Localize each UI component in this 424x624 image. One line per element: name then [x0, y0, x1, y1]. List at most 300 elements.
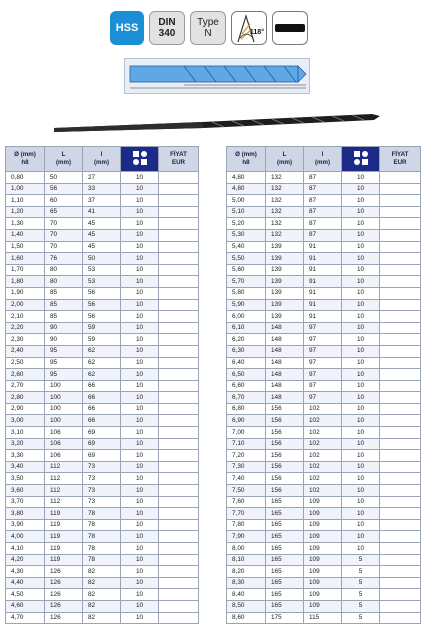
diameter-cell: 5,20: [227, 218, 266, 230]
pack-quantity-cell: 10: [121, 276, 159, 288]
price-cell: [380, 496, 421, 508]
flute-length-cell: 97: [304, 357, 342, 369]
total-length-cell: 112: [45, 461, 83, 473]
flute-length-cell: 91: [304, 241, 342, 253]
price-cell: [380, 438, 421, 450]
pack-quantity-cell: 10: [342, 369, 380, 381]
total-length-header: L (mm): [45, 147, 83, 172]
table-row: [227, 229, 421, 241]
flute-length-cell: 87: [304, 172, 342, 184]
flute-length-cell: 66: [83, 380, 121, 392]
table-row: [6, 519, 199, 531]
din-badge: [149, 11, 185, 45]
diameter-cell: 5,70: [227, 276, 266, 288]
pack-quantity-cell: 10: [342, 427, 380, 439]
table-row: [6, 276, 199, 288]
diameter-cell: 2,60: [6, 369, 45, 381]
price-cell: [159, 438, 199, 450]
price-header: FİYAT EUR: [159, 147, 199, 172]
flute-length-cell: 109: [304, 577, 342, 589]
total-length-cell: 132: [266, 195, 304, 207]
table-row: [6, 485, 199, 497]
price-cell: [159, 589, 199, 601]
table-row: [227, 241, 421, 253]
price-cell: [159, 612, 199, 624]
diameter-cell: 1,80: [6, 276, 45, 288]
technical-drawing: [124, 58, 310, 94]
total-length-cell: 56: [45, 183, 83, 195]
table-row: [6, 543, 199, 555]
total-length-cell: 139: [266, 241, 304, 253]
price-cell: [380, 600, 421, 612]
pack-quantity-cell: 10: [121, 612, 159, 624]
table-row: [227, 322, 421, 334]
pack-quantity-header: [342, 147, 380, 172]
diameter-cell: 1,30: [6, 218, 45, 230]
flute-length-cell: 56: [83, 311, 121, 323]
diameter-cell: 3,00: [6, 415, 45, 427]
total-length-cell: 156: [266, 450, 304, 462]
pack-quantity-cell: 10: [342, 519, 380, 531]
diameter-cell: 8,30: [227, 577, 266, 589]
flute-length-cell: 56: [83, 299, 121, 311]
pack-quantity-cell: 10: [342, 357, 380, 369]
price-cell: [380, 229, 421, 241]
total-length-cell: 85: [45, 299, 83, 311]
diameter-cell: 6,20: [227, 334, 266, 346]
flute-length-cell: 73: [83, 461, 121, 473]
flute-length-cell: 102: [304, 485, 342, 497]
pack-quantity-cell: 10: [342, 450, 380, 462]
price-cell: [159, 369, 199, 381]
price-cell: [159, 566, 199, 578]
total-length-cell: 156: [266, 438, 304, 450]
total-length-cell: 70: [45, 229, 83, 241]
flute-length-cell: 41: [83, 206, 121, 218]
total-length-cell: 148: [266, 369, 304, 381]
flute-length-cell: 109: [304, 496, 342, 508]
type-label: Type: [197, 17, 219, 28]
total-length-cell: 119: [45, 543, 83, 555]
flute-length-cell: 53: [83, 276, 121, 288]
total-length-cell: 165: [266, 589, 304, 601]
table-row: [6, 299, 199, 311]
diameter-cell: 7,30: [227, 461, 266, 473]
diameter-cell: 6,90: [227, 415, 266, 427]
price-cell: [159, 380, 199, 392]
pack-quantity-cell: 10: [121, 183, 159, 195]
table-row: [227, 531, 421, 543]
table-row: [227, 183, 421, 195]
pack-quantity-cell: 5: [342, 600, 380, 612]
pack-quantity-cell: 10: [342, 206, 380, 218]
total-length-cell: 175: [266, 612, 304, 624]
pack-quantity-cell: 10: [342, 183, 380, 195]
price-cell: [380, 195, 421, 207]
flute-length-cell: 102: [304, 438, 342, 450]
price-cell: [380, 461, 421, 473]
diameter-cell: 4,80: [227, 183, 266, 195]
price-cell: [159, 508, 199, 520]
diameter-cell: 3,30: [6, 450, 45, 462]
diameter-cell: 4,20: [6, 554, 45, 566]
diameter-cell: 3,20: [6, 438, 45, 450]
price-cell: [380, 322, 421, 334]
diameter-cell: 3,80: [6, 508, 45, 520]
flute-length-cell: 66: [83, 403, 121, 415]
total-length-cell: 70: [45, 218, 83, 230]
total-length-cell: 50: [45, 172, 83, 184]
flute-length-header: l (mm): [304, 147, 342, 172]
total-length-cell: 106: [45, 438, 83, 450]
total-length-cell: 112: [45, 473, 83, 485]
diameter-cell: 1,10: [6, 195, 45, 207]
total-length-cell: 148: [266, 345, 304, 357]
total-length-cell: 100: [45, 403, 83, 415]
flute-length-cell: 109: [304, 566, 342, 578]
pack-quantity-cell: 10: [121, 287, 159, 299]
price-cell: [380, 531, 421, 543]
flute-length-cell: 82: [83, 612, 121, 624]
table-row: [227, 403, 421, 415]
table-row: [6, 172, 199, 184]
price-cell: [380, 450, 421, 462]
flute-length-cell: 97: [304, 334, 342, 346]
total-length-cell: 100: [45, 415, 83, 427]
table-row: [6, 206, 199, 218]
table-row: [6, 566, 199, 578]
pack-quantity-cell: 10: [342, 403, 380, 415]
price-cell: [159, 218, 199, 230]
diameter-cell: 4,60: [6, 600, 45, 612]
table-row: [227, 485, 421, 497]
table-row: [227, 427, 421, 439]
flute-length-cell: 27: [83, 172, 121, 184]
flute-length-cell: 102: [304, 403, 342, 415]
pack-quantity-cell: 10: [121, 577, 159, 589]
price-cell: [380, 299, 421, 311]
pack-quantity-cell: 10: [342, 473, 380, 485]
feature-badges: [110, 11, 308, 45]
flute-length-cell: 97: [304, 369, 342, 381]
table-row: [227, 392, 421, 404]
pack-quantity-cell: 10: [121, 229, 159, 241]
price-cell: [159, 473, 199, 485]
table-row: [6, 531, 199, 543]
pack-quantity-cell: 10: [342, 322, 380, 334]
flute-length-cell: 82: [83, 577, 121, 589]
total-length-cell: 76: [45, 253, 83, 265]
diameter-cell: 1,60: [6, 253, 45, 265]
diameter-cell: 5,40: [227, 241, 266, 253]
diameter-cell: 1,50: [6, 241, 45, 253]
price-cell: [159, 299, 199, 311]
table-row: [6, 183, 199, 195]
flute-length-cell: 78: [83, 554, 121, 566]
table-row: [227, 508, 421, 520]
table-row: [227, 345, 421, 357]
total-length-cell: 90: [45, 322, 83, 334]
pack-quantity-cell: 10: [342, 543, 380, 555]
diameter-header: Ø (mm) h8: [227, 147, 266, 172]
flute-length-cell: 109: [304, 519, 342, 531]
diameter-header: Ø (mm) h8: [6, 147, 45, 172]
pack-quantity-cell: 10: [121, 253, 159, 265]
diameter-cell: 0,80: [6, 172, 45, 184]
price-cell: [159, 241, 199, 253]
diameter-cell: 5,30: [227, 229, 266, 241]
diameter-cell: 3,70: [6, 496, 45, 508]
pack-quantity-cell: 5: [342, 554, 380, 566]
total-length-cell: 119: [45, 519, 83, 531]
total-length-cell: 126: [45, 612, 83, 624]
table-row: [6, 403, 199, 415]
table-row: [6, 589, 199, 601]
price-cell: [159, 287, 199, 299]
total-length-cell: 90: [45, 334, 83, 346]
diameter-cell: 3,90: [6, 519, 45, 531]
table-row: [227, 334, 421, 346]
flute-length-cell: 91: [304, 299, 342, 311]
pack-quantity-cell: 10: [342, 461, 380, 473]
pack-quantity-cell: 10: [121, 334, 159, 346]
total-length-cell: 156: [266, 403, 304, 415]
total-length-cell: 106: [45, 450, 83, 462]
hss-label: HSS: [115, 22, 139, 34]
total-length-cell: 165: [266, 543, 304, 555]
table-row: [6, 311, 199, 323]
price-cell: [159, 531, 199, 543]
price-cell: [380, 566, 421, 578]
price-cell: [380, 508, 421, 520]
price-cell: [159, 357, 199, 369]
total-length-cell: 95: [45, 345, 83, 357]
flute-length-cell: 59: [83, 322, 121, 334]
drill-size-table-right: [226, 146, 421, 624]
pack-quantity-cell: 10: [342, 485, 380, 497]
price-cell: [380, 287, 421, 299]
price-cell: [380, 218, 421, 230]
price-cell: [380, 264, 421, 276]
diameter-cell: 5,80: [227, 287, 266, 299]
total-length-cell: 100: [45, 380, 83, 392]
table-row: [227, 264, 421, 276]
diameter-cell: 2,50: [6, 357, 45, 369]
table-row: [6, 357, 199, 369]
total-length-cell: 148: [266, 322, 304, 334]
pack-quantity-cell: 10: [121, 485, 159, 497]
price-cell: [380, 183, 421, 195]
price-cell: [380, 473, 421, 485]
diameter-cell: 6,40: [227, 357, 266, 369]
flute-length-cell: 45: [83, 229, 121, 241]
table-row: [6, 345, 199, 357]
diameter-cell: 7,40: [227, 473, 266, 485]
price-cell: [159, 322, 199, 334]
pack-quantity-cell: 10: [342, 334, 380, 346]
diameter-cell: 7,10: [227, 438, 266, 450]
diameter-cell: 4,10: [6, 543, 45, 555]
pack-quantity-cell: 10: [342, 380, 380, 392]
pack-quantity-cell: 10: [342, 311, 380, 323]
pack-quantity-cell: 10: [121, 218, 159, 230]
diameter-cell: 5,00: [227, 195, 266, 207]
total-length-cell: 139: [266, 276, 304, 288]
table-row: [227, 357, 421, 369]
total-length-cell: 165: [266, 566, 304, 578]
flute-length-cell: 109: [304, 531, 342, 543]
table-row: [6, 461, 199, 473]
pack-quantity-header: [121, 147, 159, 172]
total-length-cell: 165: [266, 577, 304, 589]
total-length-cell: 132: [266, 229, 304, 241]
price-cell: [159, 577, 199, 589]
price-cell: [159, 450, 199, 462]
price-cell: [159, 206, 199, 218]
total-length-cell: 112: [45, 485, 83, 497]
price-cell: [159, 485, 199, 497]
flute-length-cell: 59: [83, 334, 121, 346]
pack-quantity-cell: 10: [121, 403, 159, 415]
table-row: [227, 218, 421, 230]
table-row: [227, 253, 421, 265]
table-row: [227, 299, 421, 311]
table-row: [6, 600, 199, 612]
table-row: [227, 612, 421, 624]
diameter-cell: 2,40: [6, 345, 45, 357]
diameter-cell: 2,80: [6, 392, 45, 404]
straight-shank-icon: [273, 12, 307, 44]
total-length-cell: 60: [45, 195, 83, 207]
diameter-cell: 6,30: [227, 345, 266, 357]
table-row: [227, 206, 421, 218]
point-angle-badge: [231, 11, 267, 45]
flute-length-cell: 91: [304, 264, 342, 276]
pack-quantity-cell: 10: [121, 473, 159, 485]
total-length-cell: 156: [266, 485, 304, 497]
price-cell: [380, 206, 421, 218]
price-cell: [159, 554, 199, 566]
flute-length-cell: 53: [83, 264, 121, 276]
pack-quantity-cell: 10: [342, 287, 380, 299]
table-row: [227, 369, 421, 381]
price-cell: [159, 253, 199, 265]
flute-length-cell: 109: [304, 554, 342, 566]
table-row: [227, 450, 421, 462]
price-cell: [380, 276, 421, 288]
price-cell: [380, 543, 421, 555]
total-length-cell: 132: [266, 218, 304, 230]
price-cell: [159, 334, 199, 346]
flute-length-cell: 69: [83, 438, 121, 450]
total-length-cell: 106: [45, 427, 83, 439]
pack-quantity-cell: 10: [342, 195, 380, 207]
type-value: N: [204, 28, 212, 39]
table-row: [6, 195, 199, 207]
table-row: [6, 554, 199, 566]
flute-length-cell: 91: [304, 287, 342, 299]
flute-length-cell: 102: [304, 473, 342, 485]
price-cell: [380, 415, 421, 427]
table-row: [6, 241, 199, 253]
price-cell: [159, 276, 199, 288]
diameter-cell: 8,00: [227, 543, 266, 555]
table-row: [6, 380, 199, 392]
price-cell: [159, 403, 199, 415]
price-cell: [380, 427, 421, 439]
drill-point-icon: [232, 12, 266, 44]
diameter-cell: 8,60: [227, 612, 266, 624]
pack-quantity-cell: 10: [121, 508, 159, 520]
flute-length-cell: 62: [83, 369, 121, 381]
table-row: [6, 229, 199, 241]
price-header: FİYAT EUR: [380, 147, 421, 172]
price-cell: [159, 229, 199, 241]
total-length-cell: 165: [266, 554, 304, 566]
pack-quantity-cell: 10: [121, 415, 159, 427]
table-row: [6, 427, 199, 439]
pack-quantity-cell: 10: [342, 531, 380, 543]
total-length-cell: 139: [266, 253, 304, 265]
total-length-cell: 80: [45, 276, 83, 288]
flute-length-cell: 87: [304, 183, 342, 195]
price-cell: [159, 496, 199, 508]
flute-length-cell: 97: [304, 392, 342, 404]
table-row: [227, 519, 421, 531]
total-length-cell: 156: [266, 415, 304, 427]
total-length-cell: 139: [266, 264, 304, 276]
total-length-cell: 156: [266, 473, 304, 485]
price-cell: [380, 380, 421, 392]
diameter-cell: 6,50: [227, 369, 266, 381]
pack-quantity-cell: 10: [121, 380, 159, 392]
diameter-cell: 1,00: [6, 183, 45, 195]
table-row: [6, 369, 199, 381]
price-cell: [159, 600, 199, 612]
table-row: [227, 172, 421, 184]
price-cell: [380, 519, 421, 531]
pack-quantity-cell: 10: [121, 450, 159, 462]
flute-length-cell: 73: [83, 496, 121, 508]
total-length-cell: 148: [266, 392, 304, 404]
total-length-cell: 132: [266, 183, 304, 195]
pack-quantity-icon: [352, 149, 370, 167]
diameter-cell: 4,30: [6, 566, 45, 578]
pack-quantity-cell: 10: [121, 519, 159, 531]
din-number: 340: [158, 28, 176, 39]
pack-quantity-cell: 10: [342, 229, 380, 241]
diameter-cell: 3,40: [6, 461, 45, 473]
diameter-cell: 3,10: [6, 427, 45, 439]
pack-quantity-cell: 10: [121, 241, 159, 253]
table-row: [227, 473, 421, 485]
diameter-cell: 6,00: [227, 311, 266, 323]
pack-quantity-cell: 10: [121, 531, 159, 543]
table-row: [227, 543, 421, 555]
drill-image: [52, 108, 382, 138]
total-length-header: L (mm): [266, 147, 304, 172]
flute-length-cell: 50: [83, 253, 121, 265]
diameter-cell: 5,50: [227, 253, 266, 265]
pack-quantity-cell: 10: [342, 172, 380, 184]
total-length-cell: 156: [266, 427, 304, 439]
table-row: [227, 577, 421, 589]
price-cell: [380, 589, 421, 601]
price-cell: [380, 403, 421, 415]
pack-quantity-cell: 10: [121, 357, 159, 369]
flute-length-cell: 62: [83, 345, 121, 357]
total-length-cell: 165: [266, 508, 304, 520]
